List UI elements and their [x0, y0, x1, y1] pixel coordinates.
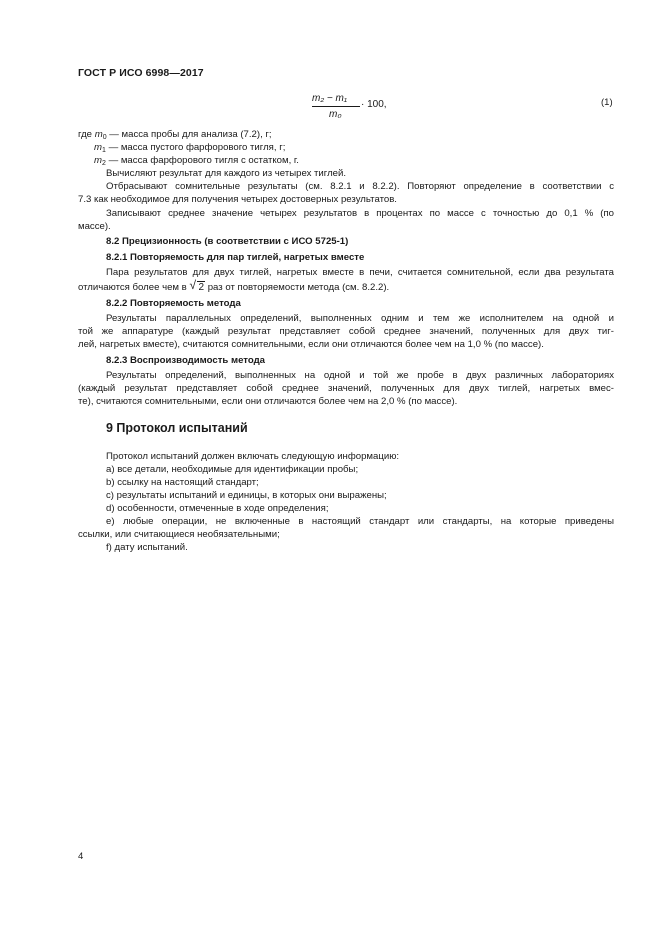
section-9-intro: Протокол испытаний должен включать следующую информацию:: [106, 451, 400, 462]
sqrt-value: 2: [198, 282, 205, 293]
paragraph-repeat-line3: лей, нагретых вместе), считаются сомнительными, если они отличаются более чем на 1,0 % (по массе).: [78, 339, 544, 350]
paragraph-record-line1: Записывают среднее значение четырех результатов в процентах по массе с точностью до 0,1 % (по: [106, 208, 614, 219]
paragraph-compute: Вычисляют результат для каждого из четырех тиглей.: [106, 168, 347, 179]
paragraph-discard-line1: Отбрасывают сомнительные результаты (см. 8.2.1 и 8.2.2). Повторяют определение в соответствии с: [106, 181, 614, 192]
section-8-2-1-heading: 8.2.1 Повторяемость для пар тиглей, нагретых вместе: [106, 252, 365, 263]
list-item-f: f) дату испытаний.: [106, 542, 188, 553]
sqrt-expression: [189, 278, 205, 294]
where-m0-desc: — масса пробы для анализа (7.2), г;: [109, 129, 272, 140]
section-8-2-3-heading: 8.2.3 Воспроизводимость метода: [106, 355, 266, 366]
pair-text-before: отличаются более чем в: [78, 282, 187, 293]
section-8-2-heading: 8.2 Прецизионность (в соответствии с ИСО 5725-1): [106, 236, 349, 247]
page-number: 4: [78, 851, 84, 862]
where-m2-desc: — масса фарфорового тигля с остатком, г.: [108, 155, 299, 166]
paragraph-repro-line2: (каждый результат представляет собой среднее значений, полученных для двух тиглей, нагретых вмес-: [78, 383, 614, 394]
section-8-2-2-heading: 8.2.2 Повторяемость метода: [106, 298, 241, 309]
list-item-a: a) все детали, необходимые для идентификации пробы;: [106, 464, 359, 475]
equation-number: (1): [601, 97, 613, 108]
list-item-c: c) результаты испытаний и единицы, в которых они выражены;: [106, 490, 387, 501]
paragraph-discard-line2: 7.3 как необходимое для получения четырех достоверных результатов.: [78, 194, 397, 205]
formula-numerator: m₂ − m₁: [312, 93, 348, 104]
paragraph-repro-line1: Результаты определений, выполненных на одной и той же пробе в двух различных лабораториях: [106, 370, 614, 381]
paragraph-pair-line2: [78, 278, 390, 294]
var-m1: $m_1$: [94, 142, 106, 154]
paragraph-record-line2: массе).: [78, 221, 111, 232]
var-m2: $m_2$: [94, 155, 106, 167]
where-prefix: где: [78, 129, 93, 140]
section-9-heading: 9 Протокол испытаний: [106, 421, 248, 435]
formula-denominator: m₀: [329, 109, 342, 120]
pair-text-after: раз от повторяемости метода (см. 8.2.2).: [207, 282, 390, 293]
document-header: ГОСТ Р ИСО 6998—2017: [78, 67, 204, 79]
list-item-e: e) любые операции, не включенные в настоящий стандарт или стандарты, на которые приведены: [106, 516, 614, 527]
formula-multiplier: · 100,: [361, 99, 387, 110]
paragraph-pair-line1: Пара результатов для двух тиглей, нагретых вместе в печи, считается сомнительной, если два результата: [106, 267, 614, 278]
list-item-e-continued: ссылки, или считающиеся необязательными;: [78, 529, 280, 540]
paragraph-repeat-line1: Результаты параллельных определений, выполненных одним и тем же исполнителем на одной и: [106, 313, 614, 324]
paragraph-repro-line3: те), считаются сомнительными, если они отличаются более чем на 2,0 % (по массе).: [78, 396, 458, 407]
formula-fraction-bar: [312, 106, 360, 107]
paragraph-repeat-line2: той же аппаратуре (каждый результат представляет собой среднее значений, полученных для двух тиг-: [78, 326, 614, 337]
list-item-d: d) особенности, отмеченные в ходе определения;: [106, 503, 329, 514]
sqrt-sign-icon: √: [189, 278, 197, 292]
var-m0: $m_0$: [94, 129, 107, 141]
where-m1-desc: — масса пустого фарфорового тигля, г;: [108, 142, 286, 153]
list-item-b: b) ссылку на настоящий стандарт;: [106, 477, 259, 488]
